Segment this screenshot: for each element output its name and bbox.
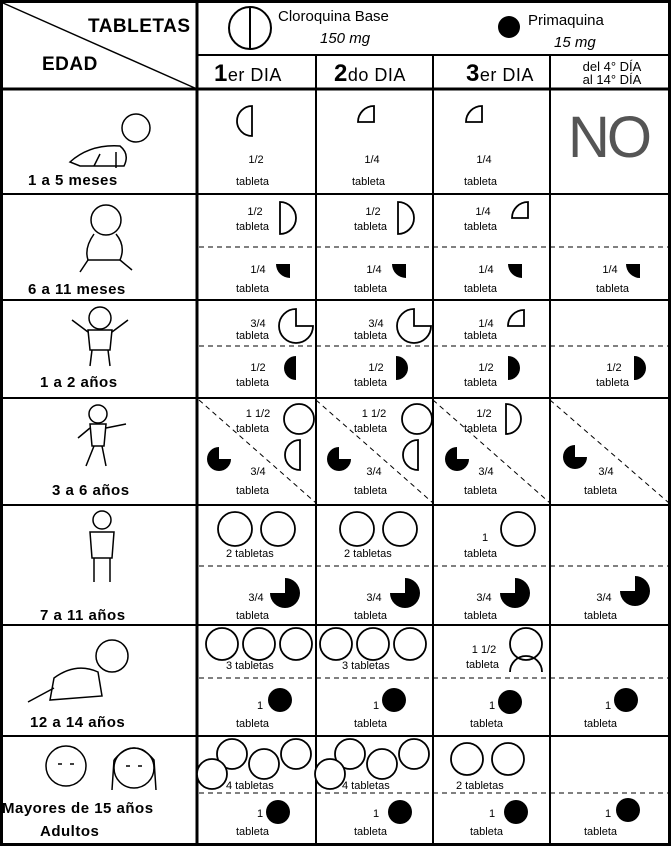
dose-unit: tableta (596, 377, 630, 389)
dose-unit: tableta (464, 485, 498, 497)
dose-unit: 2 tabletas (456, 780, 504, 792)
three-quarter-tablet-icon (394, 306, 434, 346)
dose-fraction: 3/4 (250, 318, 266, 330)
chloroquine-dose: 150 mg (320, 30, 371, 47)
primaquine-half-icon (282, 354, 298, 382)
child-standing-illustration (78, 508, 128, 586)
quarter-tablet-icon (504, 306, 526, 328)
dose-unit: tableta (354, 610, 388, 622)
quarter-tablet-icon (508, 198, 530, 220)
age-row-2: 6 a 11 meses (28, 281, 126, 298)
dose-unit: tableta (464, 377, 498, 389)
primaquine-whole-icon (612, 686, 640, 714)
dose-unit: tableta (584, 485, 618, 497)
dose-unit: tableta (354, 423, 388, 435)
age-row-7-sublabel: Adultos (40, 823, 100, 840)
half-tablet-icon (280, 438, 302, 472)
dose-fraction: 1 (256, 700, 264, 712)
baby-crawling-illustration (60, 104, 160, 174)
primaquine-half-icon (632, 354, 648, 382)
half-tablet-icon (504, 402, 526, 436)
chloroquine-two-tablets-icon (338, 510, 422, 548)
dose-fraction: 1/2 (248, 154, 264, 166)
baby-sitting-illustration (70, 200, 140, 278)
dose-unit: 4 tabletas (226, 780, 274, 792)
primaquine-three-quarter-icon (388, 576, 422, 610)
header-day2: 2do DIA (334, 60, 406, 87)
dose-unit: tableta (236, 826, 270, 838)
dose-fraction: 1/4 (478, 318, 494, 330)
primaquine-whole-icon (380, 686, 408, 714)
dose-fraction: 1/4 (366, 264, 382, 276)
dose-fraction: 1 1/2 (245, 408, 271, 420)
primaquine-whole-icon (496, 688, 524, 716)
chloroquine-whole-icon (282, 402, 316, 436)
chloroquine-tablet-icon (226, 4, 274, 52)
dose-fraction: 1 (488, 700, 496, 712)
chloroquine-whole-icon (498, 510, 538, 548)
dose-fraction: 1/4 (250, 264, 266, 276)
dose-unit: tableta (354, 330, 388, 342)
half-tablet-icon (398, 438, 420, 472)
half-tablet-icon (278, 200, 300, 236)
dose-fraction: 1 (256, 808, 264, 820)
primaquine-whole-icon (386, 798, 414, 826)
age-row-7-label: Mayores de 15 años (2, 800, 154, 817)
dose-unit: 3 tabletas (342, 660, 390, 672)
primaquine-tablet-icon (496, 14, 522, 40)
dose-unit: tableta (236, 221, 270, 233)
dose-fraction: 1 1/2 (471, 644, 497, 656)
dose-fraction: 1/2 (247, 206, 263, 218)
dose-fraction: 3/4 (476, 592, 492, 604)
dose-fraction: 1/4 (602, 264, 618, 276)
dose-fraction: 1 (372, 700, 380, 712)
dose-fraction: 3/4 (366, 592, 382, 604)
dose-fraction: 1/4 (475, 206, 491, 218)
dose-unit: 2 tabletas (226, 548, 274, 560)
primaquine-three-quarter-icon (268, 576, 302, 610)
primaquine-quarter-icon (390, 262, 408, 280)
primaquine-half-icon (394, 354, 410, 382)
dose-fraction: 1/2 (476, 408, 492, 420)
dose-fraction: 1/2 (365, 206, 381, 218)
half-tablet-icon (396, 200, 418, 236)
dose-fraction: 3/4 (250, 466, 266, 478)
dose-unit: tableta (236, 283, 270, 295)
dose-fraction: 3/4 (368, 318, 384, 330)
primaquine-quarter-icon (506, 262, 524, 280)
dose-fraction: 3/4 (596, 592, 612, 604)
age-row-6: 12 a 14 años (30, 714, 126, 731)
dose-fraction: 1/4 (364, 154, 380, 166)
dose-unit: tableta (584, 826, 618, 838)
age-row-4: 3 a 6 años (52, 482, 130, 499)
primaquine-quarter-icon (624, 262, 642, 280)
primaquine-three-quarter-icon (206, 446, 232, 472)
quarter-tablet-icon (464, 104, 486, 126)
chloroquine-whole-icon (400, 402, 434, 436)
age-row-3: 1 a 2 años (40, 374, 118, 391)
chloroquine-one-half-icon (506, 626, 546, 674)
dose-unit: tableta (464, 548, 498, 560)
dose-unit: tableta (596, 283, 630, 295)
dose-unit: tableta (236, 423, 270, 435)
dose-unit: tableta (354, 221, 388, 233)
header-edad: EDAD (42, 54, 98, 75)
chloroquine-name: Cloroquina Base (278, 8, 389, 25)
dose-unit: tableta (464, 176, 498, 188)
primaquine-three-quarter-icon (562, 444, 588, 470)
no-primaquine-text: NO (568, 105, 649, 170)
dose-unit: tableta (464, 330, 498, 342)
dose-fraction: 3/4 (598, 466, 614, 478)
dose-unit: tableta (584, 718, 618, 730)
half-tablet-icon (236, 104, 260, 138)
primaquine-dose: 15 mg (554, 34, 596, 51)
dose-unit: tableta (466, 659, 500, 671)
dose-unit: tableta (352, 176, 386, 188)
dose-fraction: 1/2 (368, 362, 384, 374)
primaquine-whole-icon (266, 686, 294, 714)
dose-unit: tableta (236, 176, 270, 188)
dose-fraction: 1/2 (250, 362, 266, 374)
primaquine-half-icon (506, 354, 522, 382)
dose-unit: tableta (464, 423, 498, 435)
primaquine-three-quarter-icon (444, 446, 470, 472)
chloroquine-two-tablets-icon (216, 510, 300, 548)
primaquine-name: Primaquina (528, 12, 604, 29)
dose-unit: tableta (464, 283, 498, 295)
dose-unit: tableta (584, 610, 618, 622)
dose-unit: tableta (470, 718, 504, 730)
chloroquine-two-tablets-icon (448, 740, 532, 778)
dose-unit: 3 tabletas (226, 660, 274, 672)
dose-unit: tableta (354, 826, 388, 838)
dose-unit: tableta (236, 718, 270, 730)
dose-unit: tableta (354, 485, 388, 497)
age-row-5: 7 a 11 años (40, 607, 126, 624)
chloroquine-three-tablets-icon (318, 626, 430, 662)
primaquine-quarter-icon (274, 262, 292, 280)
header-day3: 3er DIA (466, 60, 534, 87)
dose-fraction: 3/4 (366, 466, 382, 478)
adults-illustration (36, 740, 164, 802)
dose-unit: tableta (354, 283, 388, 295)
dose-unit: tableta (236, 377, 270, 389)
dose-fraction: 3/4 (478, 466, 494, 478)
dose-fraction: 1 (372, 808, 380, 820)
chloroquine-three-tablets-icon (204, 626, 316, 662)
primaquine-three-quarter-icon (498, 576, 532, 610)
dose-fraction: 1/4 (476, 154, 492, 166)
dose-unit: tableta (354, 718, 388, 730)
three-quarter-tablet-icon (276, 306, 316, 346)
primaquine-whole-icon (264, 798, 292, 826)
dose-fraction: 1 (604, 808, 612, 820)
dose-fraction: 1/2 (606, 362, 622, 374)
dose-fraction: 1 1/2 (361, 408, 387, 420)
primaquine-whole-icon (502, 798, 530, 826)
primaquine-three-quarter-icon (326, 446, 352, 472)
header-tabletas: TABLETAS (88, 16, 191, 37)
header-day4-14: del 4° DÍA al 14° DÍA (582, 59, 642, 87)
primaquine-whole-icon (614, 796, 642, 824)
dose-unit: tableta (236, 330, 270, 342)
dose-fraction: 1 (604, 700, 612, 712)
dose-unit: tableta (464, 610, 498, 622)
dose-unit: tableta (236, 610, 270, 622)
primaquine-three-quarter-icon (618, 574, 652, 608)
toddler-illustration (66, 304, 136, 370)
dose-fraction: 1 (481, 532, 489, 544)
header-day1: 1er DIA (214, 60, 282, 87)
age-row-1: 1 a 5 meses (28, 172, 118, 189)
quarter-tablet-icon (356, 104, 378, 126)
dose-fraction: 1 (488, 808, 496, 820)
dose-unit: tableta (354, 377, 388, 389)
dose-unit: 4 tabletas (342, 780, 390, 792)
dose-fraction: 3/4 (248, 592, 264, 604)
adolescent-illustration (24, 632, 134, 712)
dose-unit: 2 tabletas (344, 548, 392, 560)
dose-fraction: 1/2 (478, 362, 494, 374)
dose-fraction: 1/4 (478, 264, 494, 276)
child-walking-illustration (68, 402, 132, 474)
dose-unit: tableta (470, 826, 504, 838)
dose-unit: tableta (236, 485, 270, 497)
dose-unit: tableta (464, 221, 498, 233)
